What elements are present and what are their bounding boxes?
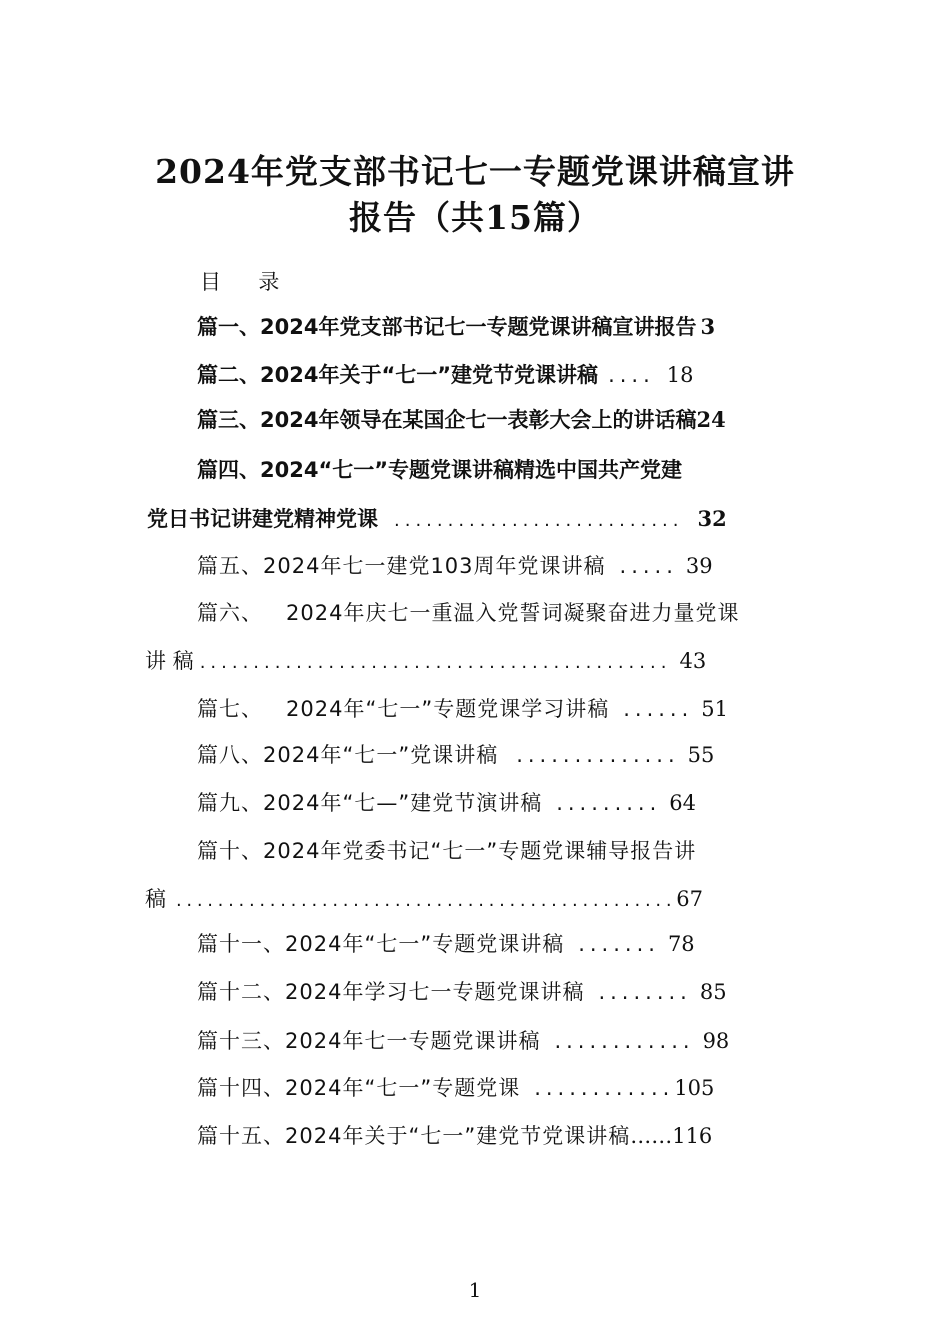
- toc-entry-10-continued: [145, 884, 703, 916]
- toc-entry-dots: ........: [598, 980, 692, 1004]
- document-title-line2: 报告（共15篇）: [349, 198, 601, 237]
- toc-entry-7: [197, 694, 728, 724]
- toc-entry-dots: ................................................: [176, 890, 677, 911]
- toc-entry-13: [197, 1026, 729, 1056]
- toc-entry-5: [197, 551, 713, 581]
- toc-entry-title: 篇四、2024“七一”专题党课讲稿精选中国共产党建: [197, 458, 683, 482]
- toc-entry-4: [197, 455, 682, 485]
- toc-entry-1: [197, 312, 715, 342]
- toc-entry-title: 篇二、2024年关于“七一”建党节党课讲稿: [197, 363, 599, 387]
- toc-entry-title-cont: 稿: [145, 887, 166, 911]
- toc-entry-15: [197, 1121, 712, 1151]
- toc-entry-page: 78: [667, 932, 695, 956]
- toc-entry-dots: ……: [630, 1124, 673, 1148]
- toc-entry-title: 篇九、2024年“七—”建党节演讲稿: [197, 791, 543, 815]
- toc-entry-title: 篇三、2024年领导在某国企七一表彰大会上的讲话稿: [197, 408, 697, 432]
- toc-entry-12: [197, 977, 727, 1007]
- toc-entry-page: 18: [666, 363, 694, 387]
- toc-entry-dots: ....: [608, 363, 655, 387]
- toc-entry-title: 篇五、2024年七一建党103周年党课讲稿: [197, 554, 606, 578]
- toc-entry-title: 篇八、2024年“七一”党课讲稿: [197, 743, 499, 767]
- toc-entry-page: 32: [697, 506, 727, 531]
- toc-entry-dots: .....: [619, 554, 678, 578]
- toc-entry-title: 篇七、 2024年“七一”专题党课学习讲稿: [197, 697, 610, 721]
- toc-entry-page: 3: [700, 314, 716, 339]
- toc-entry-11: [197, 929, 695, 959]
- toc-entry-6: [197, 598, 739, 628]
- toc-entry-title: 篇十二、2024年学习七一专题党课讲稿: [197, 980, 585, 1004]
- toc-entry-dots: ............................................: [199, 652, 672, 673]
- toc-entry-page: 98: [702, 1029, 730, 1053]
- toc-entry-page: 64: [669, 791, 697, 815]
- toc-entry-dots: .........: [556, 791, 662, 815]
- toc-entry-2: [197, 360, 694, 390]
- toc-entry-page: 116: [672, 1124, 713, 1148]
- table-of-contents-heading: 目 录: [200, 270, 288, 294]
- toc-entry-title: 篇六、 2024年庆七一重温入党誓词凝聚奋进力量党课: [197, 601, 740, 625]
- toc-entry-page: 85: [699, 980, 727, 1004]
- toc-entry-title-cont: 党日书记讲建党精神党课: [147, 507, 378, 531]
- toc-entry-dots: ...........................: [394, 510, 684, 531]
- toc-entry-10: [197, 836, 696, 866]
- toc-entry-title: 篇十五、2024年关于“七一”建党节党课讲稿: [197, 1124, 631, 1148]
- toc-entry-page: 67: [676, 887, 703, 911]
- toc-entry-6-continued: [145, 646, 706, 678]
- toc-entry-title: 篇十一、2024年“七一”专题党课讲稿: [197, 932, 565, 956]
- toc-entry-dots: .......: [578, 932, 660, 956]
- toc-entry-title: 篇十、2024年党委书记“七一”专题党课辅导报告讲: [197, 839, 697, 863]
- toc-entry-dots: ............: [554, 1029, 695, 1053]
- document-title-line1: 2024年党支部书记七一专题党课讲稿宣讲: [155, 152, 795, 191]
- toc-entry-page: 39: [685, 554, 713, 578]
- toc-entry-dots: ......: [623, 697, 694, 721]
- toc-entry-page: 43: [679, 649, 707, 673]
- toc-entry-4-continued: [147, 504, 727, 536]
- toc-entry-page: 51: [701, 697, 729, 721]
- toc-entry-page: 24: [696, 407, 726, 432]
- toc-entry-dots: ............: [534, 1076, 675, 1100]
- toc-entry-title-cont: 讲 稿: [145, 649, 194, 673]
- toc-entry-title: 篇十四、2024年“七一”专题党课: [197, 1076, 521, 1100]
- toc-entry-3: [197, 405, 726, 435]
- toc-entry-dots: ..............: [516, 743, 680, 767]
- toc-entry-title: 篇一、2024年党支部书记七一专题党课讲稿宣讲报告: [197, 315, 697, 339]
- page-number: 1: [468, 1278, 482, 1302]
- toc-entry-page: 55: [687, 743, 715, 767]
- toc-entry-9: [197, 788, 696, 818]
- toc-entry-title: 篇十三、2024年七一专题党课讲稿: [197, 1029, 541, 1053]
- toc-entry-14: [197, 1073, 714, 1103]
- toc-entry-8: [197, 740, 714, 770]
- toc-entry-page: 105: [674, 1076, 715, 1100]
